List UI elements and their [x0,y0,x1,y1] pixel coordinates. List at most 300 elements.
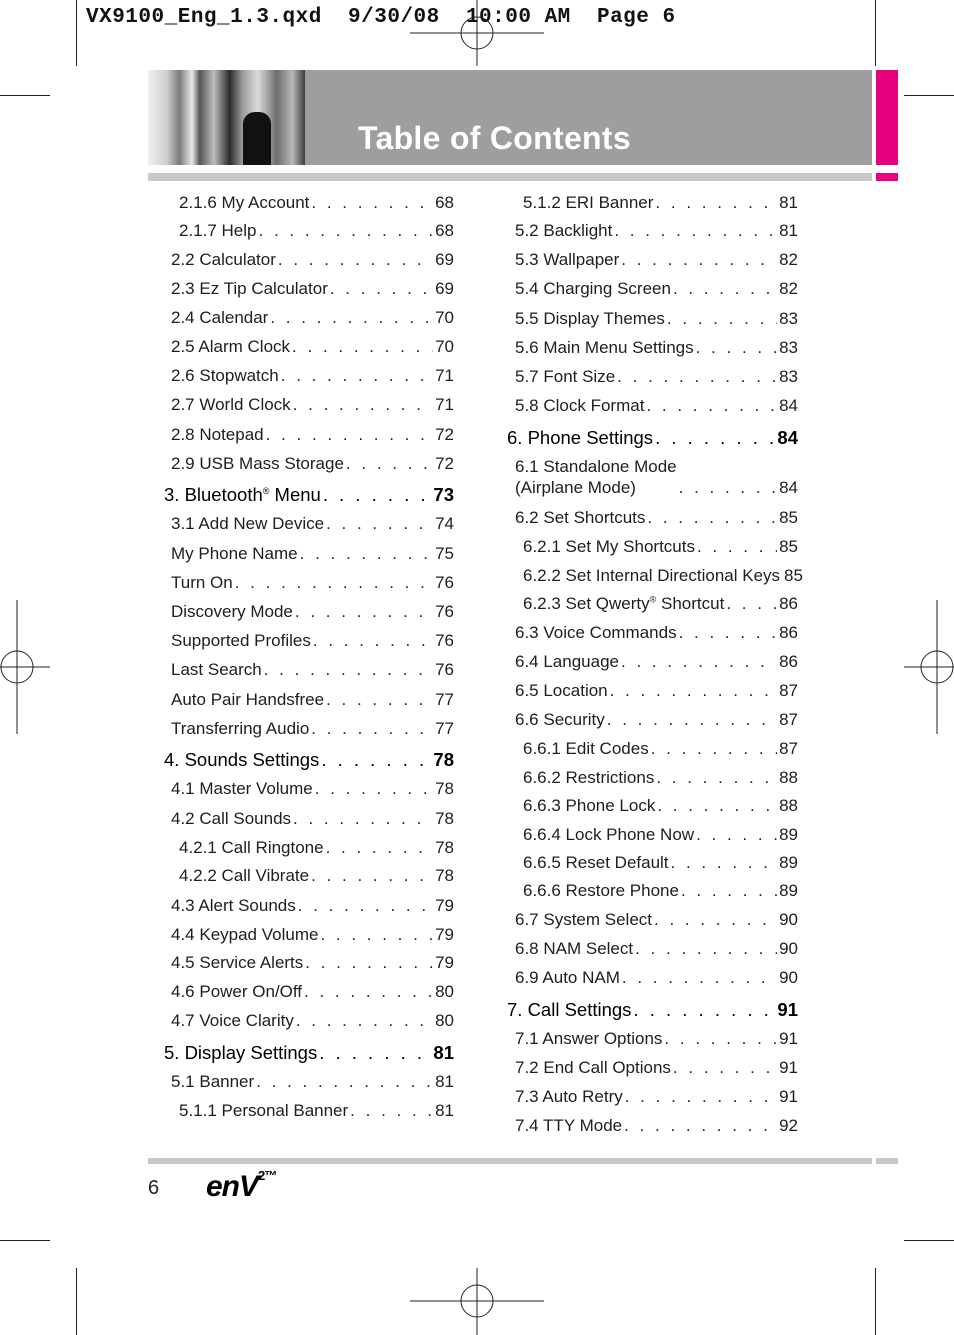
toc-entry-text: 5.1.1 Personal Banner [179,1101,349,1120]
toc-entry-page: 80 [435,982,454,1001]
toc-entry[interactable] [179,192,454,213]
dot-leader [624,1115,777,1136]
toc-entry-label [515,278,671,299]
dot-leader [326,689,433,710]
toc-entry-label [515,938,633,959]
toc-entry-label [515,709,605,730]
toc-entry-label [171,307,268,328]
dot-leader [296,1010,433,1031]
toc-entry[interactable] [171,513,454,534]
toc-entry[interactable] [179,865,454,886]
toc-entry-text: Transferring Audio [171,719,310,738]
toc-entry-page: 85 [784,566,803,585]
dot-leader [625,1086,777,1107]
toc-entry-page: 79 [435,896,454,915]
toc-entry[interactable] [515,1086,798,1107]
dot-leader [330,278,433,299]
toc-entry-label [515,337,694,358]
toc-entry-text: 6.8 NAM Select [515,939,634,958]
toc-entry-label [171,689,324,710]
registered-mark-icon: ® [649,594,657,605]
toc-entry-label [515,308,665,329]
toc-entry-text: 4.7 Voice Clarity [171,1011,294,1030]
dot-leader [270,307,433,328]
toc-entry-text: 5.1 Banner [171,1072,255,1091]
dot-leader [304,981,433,1002]
toc-entry-text: 6. Phone Settings [507,427,654,448]
toc-entry-text: 4.5 Service Alerts [171,953,304,972]
dot-leader [696,337,777,358]
toc-entry-text: 5.8 Clock Format [515,396,645,415]
dot-leader [323,484,432,505]
toc-entry-text: 4.1 Master Volume [171,779,313,798]
registration-mark-icon [904,600,954,734]
toc-entry-text: 6.6.4 Lock Phone Now [523,825,695,844]
header-photo [148,70,305,165]
toc-entry-page: 78 [435,866,454,885]
dot-leader [679,477,777,498]
toc-entry-label [179,1100,348,1121]
toc-entry-text-after: Menu [269,484,321,505]
dot-leader [311,718,433,739]
toc-entry-page: 68 [435,193,454,212]
toc-entry-text: Supported Profiles [171,631,311,650]
toc-entry-text: 6.6 Security [515,710,605,729]
dot-leader [610,680,777,701]
toc-entry-page: 76 [435,602,454,621]
toc-entry-label [164,1042,317,1063]
toc-entry-label [171,981,302,1002]
toc-entry[interactable] [171,601,454,622]
toc-entry[interactable] [523,795,798,816]
crop-mark [875,1268,876,1335]
toc-entry[interactable] [171,336,454,357]
header-rule [148,173,872,181]
toc-entry-label [171,718,309,739]
toc-entry-page: 70 [435,308,454,327]
toc-entry-label [171,249,276,270]
toc-entry[interactable] [171,1010,454,1031]
dot-leader [321,749,431,770]
toc-entry-text: 2.8 Notepad [171,425,264,444]
toc-entry-label [171,778,313,799]
toc-entry-label [171,924,318,945]
toc-entry[interactable] [515,709,798,730]
toc-entry-text: 2.1.7 Help [179,221,257,240]
dot-leader [346,453,433,474]
toc-entry-label [171,601,293,622]
toc-entry[interactable] [515,337,798,358]
toc-entry-page: 79 [435,953,454,972]
toc-entry-label [171,453,344,474]
toc-entry-text: 3.1 Add New Device [171,514,325,533]
toc-entry-page: 79 [435,925,454,944]
toc-entry-page: 69 [435,250,454,269]
toc-entry-page: 83 [779,309,798,328]
toc-entry[interactable] [179,220,454,241]
toc-entry-page: 76 [435,573,454,592]
toc-entry-label [523,852,669,873]
crop-mark [0,95,50,96]
toc-entry-page: 80 [435,1011,454,1030]
toc-entry-label [171,895,296,916]
page-number: 6 [148,1177,160,1199]
dot-leader [256,1071,433,1092]
toc-entry-label [523,767,654,788]
dot-leader [235,572,433,593]
dot-leader [621,651,777,672]
toc-entry-page: 81 [779,193,798,212]
toc-entry-page: 89 [779,825,798,844]
toc-entry-text: Auto Pair Handsfree [171,690,325,709]
toc-entry[interactable] [171,952,454,973]
dot-leader [654,909,777,930]
toc-entry[interactable] [171,543,454,564]
dot-leader [264,659,433,680]
toc-entry-text-after: Shortcut [656,594,725,613]
crop-mark [0,1240,50,1241]
toc-entry-text: 6.6.5 Reset Default [523,853,669,872]
footer-rule [148,1158,872,1164]
toc-entry-label [515,651,619,672]
toc-entry[interactable] [523,593,798,614]
dot-leader [313,630,433,651]
crop-mark [904,1240,954,1241]
toc-entry[interactable] [171,307,454,328]
toc-entry-text: 4. Sounds Settings [164,749,320,770]
crop-mark [76,0,77,66]
toc-entry-label [171,394,291,415]
toc-entry[interactable] [515,507,798,528]
dot-leader [298,895,433,916]
toc-entry-label-line2: (Airplane Mode) [515,478,636,497]
toc-entry[interactable] [164,1042,454,1063]
toc-entry-page: 76 [435,631,454,650]
dot-leader [281,365,433,386]
toc-entry-text: 6.2 Set Shortcuts [515,508,646,527]
dot-leader [673,1057,777,1078]
toc-entry-label [171,424,264,445]
toc-entry-page: 87 [779,681,798,700]
toc-entry-page: 88 [779,768,798,787]
toc-entry[interactable] [171,895,454,916]
dot-leader [266,424,433,445]
toc-entry[interactable] [515,395,798,416]
dot-leader [293,808,433,829]
toc-entry-label [164,484,321,505]
toc-entry-text: 7. Call Settings [507,999,632,1020]
toc-entry-label [515,680,608,701]
toc-entry-label [515,1115,622,1136]
toc-entry-page: 85 [779,508,798,527]
footer-rule-tab [876,1158,898,1164]
dot-leader [657,795,777,816]
dot-leader [673,278,777,299]
toc-entry-label [171,1010,294,1031]
dot-leader [622,967,777,988]
toc-entry-text: 6.3 Voice Commands [515,623,677,642]
toc-entry-text: 5.4 Charging Screen [515,279,671,298]
toc-entry-label [523,880,679,901]
page-title: Table of Contents [358,120,631,156]
toc-entry-text: 5.5 Display Themes [515,309,665,328]
registered-mark-icon: ® [262,485,270,496]
dot-leader [617,366,777,387]
toc-entry[interactable] [179,1100,454,1121]
toc-entry-text: 7.2 End Call Options [515,1058,671,1077]
toc-entry-label [523,738,649,759]
toc-entry-text: 6.7 System Select [515,910,653,929]
toc-entry-text: 6.2.1 Set My Shortcuts [523,537,695,556]
dot-leader [319,1042,431,1063]
toc-entry[interactable] [523,738,798,759]
toc-entry-page: 90 [779,968,798,987]
toc-entry-text: 5. Display Settings [164,1042,318,1063]
toc-entry-page: 72 [435,425,454,444]
toc-entry[interactable] [515,651,798,672]
toc-entry-label [515,909,652,930]
toc-entry-text: 4.4 Keypad Volume [171,925,319,944]
toc-entry-label [515,249,619,270]
toc-entry-label [515,220,612,241]
logo-superscript: 2™ [258,1168,277,1183]
toc-entry-text: 5.2 Backlight [515,221,613,240]
toc-entry-page: 84 [779,478,798,497]
dot-leader [607,709,777,730]
toc-entry[interactable] [515,1115,798,1136]
toc-entry[interactable] [171,572,454,593]
registration-mark-icon [0,600,50,734]
toc-entry[interactable] [515,249,798,270]
toc-entry-page: 92 [779,1116,798,1135]
toc-entry[interactable] [171,424,454,445]
toc-entry-page: 70 [435,337,454,356]
toc-entry-page: 91 [779,1029,798,1048]
toc-entry-page: 86 [779,594,798,613]
dot-leader [311,865,433,886]
toc-entry[interactable] [171,1071,454,1092]
toc-entry[interactable] [523,767,798,788]
toc-entry-page: 78 [435,809,454,828]
toc-entry[interactable] [171,718,454,739]
toc-entry-page: 73 [433,484,454,505]
toc-entry[interactable] [171,249,454,270]
toc-entry[interactable] [164,749,454,770]
toc-entry-label [171,572,233,593]
toc-entry-label [171,952,303,973]
toc-entry-page: 91 [779,1087,798,1106]
toc-entry-page: 87 [779,710,798,729]
toc-entry-label [515,507,645,528]
toc-entry[interactable] [171,453,454,474]
toc-entry[interactable] [523,852,798,873]
toc-entry-page: 91 [779,1058,798,1077]
dot-leader [350,1100,433,1121]
toc-entry-page: 77 [435,690,454,709]
toc-entry-page: 88 [779,796,798,815]
toc-entry-label [523,536,695,557]
toc-entry-label [515,1086,623,1107]
toc-entry[interactable] [171,689,454,710]
dot-leader [635,938,777,959]
toc-entry-page: 75 [435,544,454,563]
toc-entry[interactable] [515,680,798,701]
toc-entry-page: 77 [435,719,454,738]
toc-entry-text: Discovery Mode [171,602,293,621]
toc-entry-label [164,749,319,770]
toc-entry[interactable] [171,659,454,680]
toc-entry-page: 82 [779,250,798,269]
toc-entry[interactable] [515,909,798,930]
toc-entry[interactable] [507,427,798,448]
toc-entry[interactable] [523,565,803,586]
toc-entry[interactable] [515,308,798,329]
dot-leader [326,837,433,858]
dot-leader [655,192,777,213]
dot-leader [647,507,777,528]
dot-leader [726,593,777,614]
toc-entry[interactable] [515,366,798,387]
toc-entry-page: 85 [779,537,798,556]
toc-entry-text: Turn On [171,573,233,592]
toc-entry-page: 87 [779,739,798,758]
toc-entry-label [179,192,309,213]
toc-entry[interactable] [171,278,454,299]
toc-entry-label [171,336,290,357]
toc-entry-text: 7.4 TTY Mode [515,1116,623,1135]
toc-entry-text: 6.5 Location [515,681,608,700]
toc-entry[interactable] [523,824,798,845]
toc-entry-page: 72 [435,454,454,473]
toc-entry[interactable] [171,394,454,415]
toc-entry-page: 78 [433,749,454,770]
toc-entry[interactable] [515,1057,798,1078]
toc-entry-text: 6.4 Language [515,652,619,671]
toc-entry-text: 5.7 Font Size [515,367,616,386]
toc-entry[interactable] [515,1028,798,1049]
toc-entry-label [171,278,328,299]
toc-entry[interactable] [515,622,798,643]
toc-entry-page: 83 [779,338,798,357]
toc-entry[interactable] [171,630,454,651]
dot-leader [278,249,433,270]
toc-entry-label [523,192,653,213]
toc-entry-page: 71 [435,395,454,414]
toc-entry-page: 81 [779,221,798,240]
toc-entry[interactable] [515,938,798,959]
toc-entry-page: 90 [779,910,798,929]
dot-leader [697,536,777,557]
toc-entry-page: 86 [779,652,798,671]
toc-entry[interactable] [171,924,454,945]
dot-leader [667,308,777,329]
toc-entry-text: 6.6.6 Restore Phone [523,881,679,900]
toc-entry-label [507,427,653,448]
registration-mark-icon [410,0,544,66]
toc-entry[interactable] [523,536,798,557]
toc-entry-label [171,1071,254,1092]
dot-leader [696,824,777,845]
toc-entry[interactable] [515,456,798,498]
toc-entry-label [523,795,655,816]
toc-entry-page: 81 [435,1101,454,1120]
toc-entry-text: 2.4 Calendar [171,308,269,327]
toc-entry[interactable] [523,192,798,213]
toc-entry[interactable] [164,484,454,505]
toc-entry-text: 2.7 World Clock [171,395,291,414]
toc-entry-page: 81 [435,1072,454,1091]
toc-entry-page: 81 [433,1042,454,1063]
toc-entry-label [515,967,620,988]
toc-entry-text: 6.2.2 Set Internal Directional Keys [523,566,781,585]
toc-entry-text: 3. Bluetooth [164,484,263,505]
toc-entry-text: 2.2 Calculator [171,250,276,269]
dot-leader [655,427,775,448]
toc-entry-page: 91 [777,999,798,1020]
toc-entry-text: 6.2.3 Set Qwerty [523,594,650,613]
dot-leader [326,513,433,534]
toc-entry[interactable] [171,365,454,386]
toc-entry-text: 6.6.2 Restrictions [523,768,655,787]
toc-entry[interactable] [507,999,798,1020]
toc-entry-text: 4.2 Call Sounds [171,809,292,828]
toc-entry-label [515,1028,662,1049]
toc-entry[interactable] [515,220,798,241]
toc-entry[interactable] [179,837,454,858]
dot-leader [621,249,777,270]
toc-entry-text: 6.9 Auto NAM [515,968,620,987]
dot-leader [664,1028,777,1049]
toc-entry[interactable] [171,778,454,799]
dot-leader [292,336,433,357]
toc-entry-text: 4.3 Alert Sounds [171,896,296,915]
dot-leader [315,778,433,799]
toc-entry[interactable] [515,278,798,299]
toc-entry-text: 7.3 Auto Retry [515,1087,623,1106]
toc-entry-label [523,593,724,614]
toc-entry-label-line1: 6.1 Standalone Mode [515,457,677,476]
toc-entry-label [171,365,279,386]
toc-entry-page: 89 [779,853,798,872]
toc-entry-text: 6.6.3 Phone Lock [523,796,656,815]
toc-entry-text: 5.1.2 ERI Banner [523,193,654,212]
dot-leader [681,880,777,901]
accent-tab [876,70,898,165]
toc-entry-text: 2.6 Stopwatch [171,366,279,385]
toc-entry-page: 71 [435,366,454,385]
toc-entry[interactable] [171,808,454,829]
toc-entry-label [515,395,644,416]
toc-entry-label [515,366,615,387]
toc-entry-text: 2.5 Alarm Clock [171,337,291,356]
dot-leader [300,543,433,564]
toc-entry-label [507,999,631,1020]
toc-entry-label [171,543,298,564]
toc-entry-label [515,1057,671,1078]
crop-mark [904,95,954,96]
toc-entry-page: 78 [435,779,454,798]
dot-leader [259,220,434,241]
toc-entry-page: 83 [779,367,798,386]
toc-entry-page: 74 [435,514,454,533]
toc-entry[interactable] [523,880,798,901]
dot-leader [671,852,778,873]
toc-entry-text: 5.3 Wallpaper [515,250,620,269]
toc-entry-text: 5.6 Main Menu Settings [515,338,694,357]
toc-entry[interactable] [515,967,798,988]
env2-logo [206,1170,276,1204]
toc-entry[interactable] [171,981,454,1002]
